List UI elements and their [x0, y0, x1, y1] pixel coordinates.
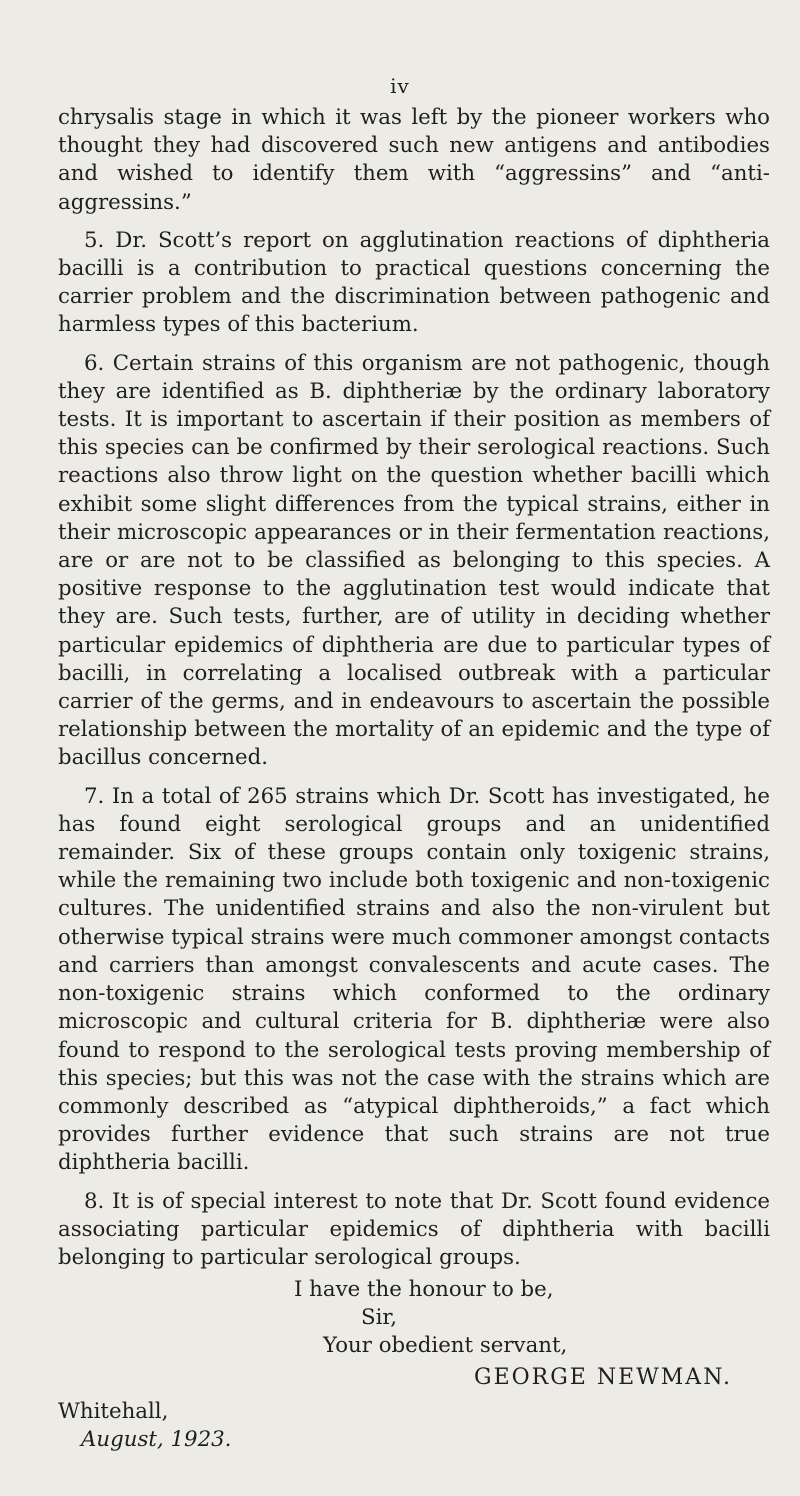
- closing-line-honour: I have the honour to be,: [294, 1277, 554, 1303]
- paragraph-7: 7. In a total of 265 strains which Dr. Scott has investigated, he has found eight serological groups and an unidentified remainder. Six of these groups contain only toxigenic strains, while the remaining two include both toxigenic and non-toxigenic cultures. The unidentified strains and also the non-virulent but otherwise typical strains were much commoner amongst contacts and carriers than amongst convalescents and acute cases. The non-toxigenic strains which conformed to the ordinary microscopic and cultural criteria for B. diphtheriæ were also found to respond to the serological tests proving membership of this species; but this was not the case with the strains which are commonly described as “atypical diphtheroids,” a fact which provides further evidence that such strains are not true diphtheria bacilli.: [58, 783, 770, 1176]
- page-number: iv: [390, 74, 410, 98]
- signature: GEORGE NEWMAN.: [474, 1365, 733, 1391]
- paragraph-6: 6. Certain strains of this organism are not pathogenic, though they are identified as B. diphtheriæ by the ordinary laboratory tests. It is important to ascertain if their position as members of this species can be confirmed by their serological reactions. Such reactions also throw light on the question whether bacilli which exhibit some slight differences from the typical strains, either in their microscopic appearances or in their fermentation reactions, are or are not to be classified as belonging to this species. A positive response to the agglutination test would indicate that they are. Such tests, further, are of utility in deciding whether particular epidemics of diphtheria are due to particular types of bacilli, in correlating a localised outbreak with a particular carrier of the germs, and in endeavours to ascertain the possible relationship between the mortality of an epidemic and the type of bacillus concerned.: [58, 350, 770, 771]
- closing-line-sir: Sir,: [361, 1305, 398, 1331]
- letter-closing: [58, 1276, 770, 1496]
- paragraph-8: 8. It is of special interest to note that Dr. Scott found evidence associating particular epidemics of diphtheria with bacilli belonging to particular serological groups.: [58, 1188, 770, 1270]
- paragraph-continuation: chrysalis stage in which it was left by the pioneer workers who thought they had discovered such new antigens and antibodies and wished to identify them with “aggressins” and “anti-aggressins.”: [58, 105, 770, 215]
- closing-line-servant: Your obedient servant,: [323, 1333, 568, 1359]
- place: Whitehall,: [58, 1399, 169, 1425]
- body-text: [58, 104, 770, 1496]
- date: August, 1923.: [81, 1427, 232, 1453]
- paragraph-5: 5. Dr. Scott’s report on agglutination reactions of diphtheria bacilli is a contribution to practical questions concerning the carrier problem and the discrimination between pathogenic and harmless types of this bacterium.: [58, 227, 770, 338]
